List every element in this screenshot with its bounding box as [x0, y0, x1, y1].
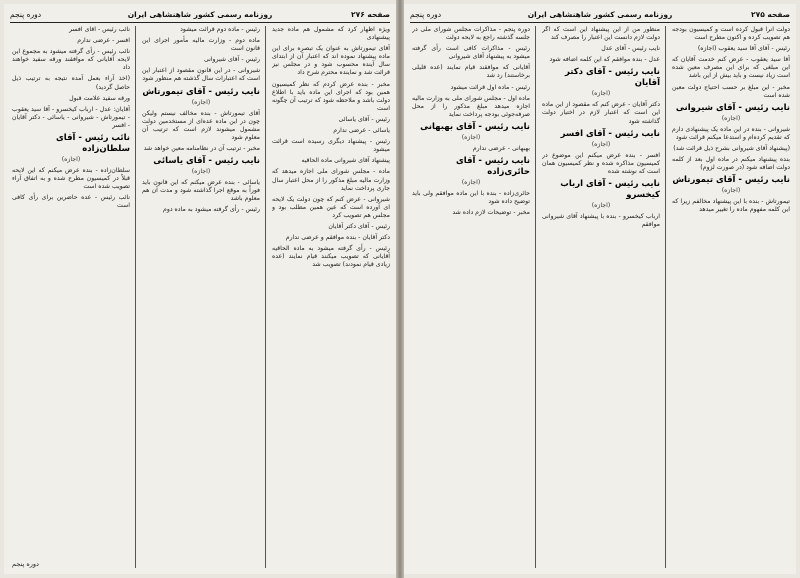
paragraph: رئیس - ماده اول قرائت میشود: [450, 83, 530, 91]
paragraph: ویژه اظهار کرد که مشمول هم ماده جدید پیشنهادی: [272, 26, 390, 42]
paragraph: سلطان‌زاده - بنده عرض میکنم که این لایحه قبلاً در کمیسیون مطرح شده و به اتفاق آراء تصویب شده است: [12, 167, 130, 191]
paragraph: شیروانی - بنده در این ماده یک پیشنهادی دارم که تقدیم کرده‌ام و استدعا میکنم قرائت شود: [672, 125, 790, 141]
permission-note: (اجازه): [591, 90, 611, 98]
paragraph: دولت آنرا قبول کرده است و کمیسیون بودجه هم تصویب کرده و اکنون مطرح است: [672, 26, 790, 42]
paragraph: رئیس - مذاکرات کافی است رأی گرفته میشود به پیشنهاد آقای شیروانی: [412, 45, 530, 61]
speaker-heading: نایب رئیس - آقای تیمورتاش: [142, 86, 260, 97]
paragraph: مخبر - بنده عرض کردم که نظر کمیسیون همین بود که اجرای این ماده باید با اطلاع دولت باشد و ملاحظه شود که ترتیب آن چگونه است: [272, 80, 390, 112]
permission-note: (اجازه): [591, 201, 611, 209]
left-page: [4, 4, 396, 574]
right-page: [404, 4, 796, 574]
permission-note: (اجازه): [721, 187, 741, 195]
paragraph: یاسائی - عرضی ندارم: [333, 127, 390, 135]
paragraph: رئیس - رأی گرفته میشود به ماده الحاقیه آقایانی که تصویب میکنند قیام نمایند (عده زیادی قیام نمودند) تصویب شد: [272, 245, 390, 269]
paragraph: آقای تیمورتاش به عنوان یک تبصره برای این ماده پیشنهاد نموده اند که اعتبار آن از ابتدای سال آینده محسوب شود و در مجلس نیز قرائت شد و نماینده محترم شرح داد: [272, 45, 390, 77]
speaker-heading: نایب رئیس - آقای شیروانی: [675, 102, 790, 113]
paragraph: یاسائی - بنده عرض میکنم که این قانون باید فوراً به موقع اجرا گذاشته شود و مدت آن هم معلوم باشد: [142, 179, 260, 203]
paragraph: رئیس - رأی گرفته میشود به ماده دوم: [163, 206, 260, 214]
session-label: دوره پنجم: [410, 10, 442, 19]
paragraph: رئیس - آقای شیروانی: [203, 56, 260, 64]
paragraph: ماده - مجلس شورای ملی اجازه میدهد که وزارت مالیه مبلغ مذکور را از محل اعتبار سال جاری پرداخت نماید: [272, 168, 390, 192]
paragraph: بنده پیشنهاد میکنم در ماده اول بعد از کلمه دولت اضافه شود (در صورت لزوم): [672, 156, 790, 172]
book-gutter: [396, 0, 404, 578]
paragraph: آقا سید یعقوب - عرض کنم خدمت آقایان که این مبلغی که برای این مصرف معین شده است زیاد نیست و باید بیش از این باشد: [672, 56, 790, 80]
paragraph: نایب رئیس - آقای عدل: [601, 45, 660, 53]
paragraph: رئیس - ماده دوم قرائت میشود: [180, 26, 260, 33]
paragraph: مخبر - توضیحات لازم داده شد: [452, 209, 530, 217]
column-divider: [135, 26, 136, 568]
permission-note: (اجازه): [591, 140, 611, 148]
paragraph: (اخذ آراء بعمل آمده نتیجه به ترتیب ذیل حاصل گردید): [12, 75, 130, 91]
paragraph: نائب رئیس - رأی گرفته میشود به مجموع این لایحه آقایانی که موافقند ورقه سفید خواهند داد: [12, 48, 130, 72]
permission-note: (اجازه): [61, 156, 81, 164]
permission-note: (اجازه): [191, 168, 211, 176]
permission-note: (اجازه): [461, 133, 481, 141]
paragraph: رئیس - آقای دکتر آقایان: [328, 222, 390, 230]
paragraph: رئیس - آقای آقا سید یعقوب (اجازه): [697, 45, 790, 53]
paragraph: رئیس - پیشنهاد دیگری رسیده است قرائت میشود: [272, 138, 390, 154]
speaker-heading: نایب رئیس - آقای دکتر آقایان: [564, 67, 660, 89]
paragraph: بهبهانی - عرضی ندارم: [472, 144, 530, 152]
paragraph: ماده اول - مجلس شورای ملی به وزارت مالیه اجازه میدهد مبلغ مذکور را از محل صرفه‌جوئی بودجه پرداخت نماید: [412, 94, 530, 118]
paragraph: مخبر - ترتیب آن در نظامنامه معین خواهد شد: [143, 144, 260, 152]
page-header: [410, 8, 790, 23]
column-2: [542, 26, 660, 568]
paragraph: نائب رئیس - عده حاضرین برای رأی کافی است: [12, 194, 130, 210]
column-divider: [665, 26, 666, 568]
page-footer: دوره پنجم: [12, 560, 39, 568]
speaker-heading: نایب رئیس - آقای یاسائی: [153, 156, 260, 167]
paragraph: دکتر آقایان - بنده موافقم و عرضی ندارم: [285, 234, 390, 242]
text-columns: [10, 26, 390, 568]
paragraph: افسر - عرضی ندارم: [77, 37, 130, 45]
speaker-heading: نایب رئیس - آقای ارباب کیخسرو: [560, 178, 660, 200]
speaker-heading: نایب رئیس - آقای حائری‌زاده: [455, 156, 530, 178]
paragraph: شیروانی - در این قانون مقصود از اعتبار این است که اعتبارات سال گذشته هم منظور شود: [142, 67, 260, 83]
paragraph: (پیشنهاد آقای شیروانی بشرح ذیل قرائت شد): [673, 144, 790, 152]
column-3: [12, 26, 130, 568]
permission-note: (اجازه): [191, 98, 211, 106]
text-columns: [410, 26, 790, 568]
paragraph: منظور من از این پیشنهاد این است که اگر دولت لازم دانست این اعتبار را مصرف کند: [542, 26, 660, 42]
page-number: صفحه ۲۷۶: [351, 10, 390, 19]
speaker-heading: نائب رئیس - آقای سلطان‌زاده: [55, 133, 130, 155]
paragraph: ورقه سفید علامت قبول: [69, 94, 130, 102]
paragraph: ارباب کیخسرو - بنده با پیشنهاد آقای شیروانی موافقم: [542, 212, 660, 229]
column-2: [142, 26, 260, 568]
paragraph: نائب رئیس - آقای افسر: [69, 26, 130, 33]
paragraph: دکتر آقایان - عرض کنم که مقصود از این ماده این است که اعتبار لازم در اختیار دولت گذاشته شود: [542, 101, 660, 125]
paragraph: شیروانی - عرض کنم که چون دولت یک لایحه ای آورده است که عین همین مطلب بود و مجلس هم تصویب کرد: [272, 195, 390, 219]
permission-note: (اجازه): [721, 114, 741, 122]
column-1: [272, 26, 390, 568]
column-divider: [535, 26, 536, 568]
paragraph: عدل - بنده موافقم که این کلمه اضافه شود: [549, 56, 660, 64]
column-3: [412, 26, 530, 568]
paragraph: رئیس - آقای یاسائی: [338, 115, 390, 123]
speaker-heading: نایب رئیس - آقای افسر: [560, 128, 660, 139]
page-number: صفحه ۲۷۵: [751, 10, 790, 19]
speaker-heading: نایب رئیس - آقای تیمورتاش: [672, 175, 790, 186]
column-divider: [265, 26, 266, 568]
session-label: دوره پنجم: [10, 10, 42, 19]
page-header: [10, 8, 390, 23]
newspaper-title: روزنامه رسمی کشور شاهنشاهی ایران: [527, 10, 673, 19]
paragraph: افسر - بنده عرض میکنم این موضوع در کمیسیون مذاکره شده و نظر کمیسیون همان است که نوشته شده: [542, 151, 660, 175]
paragraph: تیمورتاش - بنده با این پیشنهاد مخالفم زیرا که این کلمه مفهوم ماده را تغییر میدهد: [672, 198, 790, 214]
paragraph: مخبر - این مبلغ بر حسب احتیاج دولت معین شده است: [672, 83, 790, 99]
column-1: [672, 26, 790, 568]
paragraph: دوره پنجم - مذاکرات مجلس شورای ملی در جلسه گذشته راجع به لایحه دولت: [412, 26, 530, 42]
paragraph: آقایان: عدل - ارباب کیخسرو - آقا سید یعقوب - تیمورتاش - شیروانی - یاسائی - دکتر آقایان - افسر: [12, 105, 130, 129]
newspaper-title: روزنامه رسمی کشور شاهنشاهی ایران: [127, 10, 273, 19]
paragraph: آقای تیمورتاش - بنده مخالف نیستم ولیکن چون در این ماده عده‌ای از مستخدمین دولت مشمول میشوند لازم است که ترتیب آن معلوم شود: [142, 109, 260, 141]
paragraph: حائری‌زاده - بنده با این ماده موافقم ولی باید توضیح داده شود: [412, 190, 530, 206]
paragraph: آقایانی که موافقند قیام نمایند (عده قلیلی برخاستند) رد شد: [412, 64, 530, 80]
paragraph: ماده دوم - وزارت مالیه مأمور اجرای این قانون است: [142, 37, 260, 53]
speaker-heading: نایب رئیس - آقای بهبهانی: [420, 121, 530, 132]
permission-note: (اجازه): [461, 179, 481, 187]
paragraph: پیشنهاد آقای شیروانی ماده الحاقیه: [301, 157, 390, 165]
